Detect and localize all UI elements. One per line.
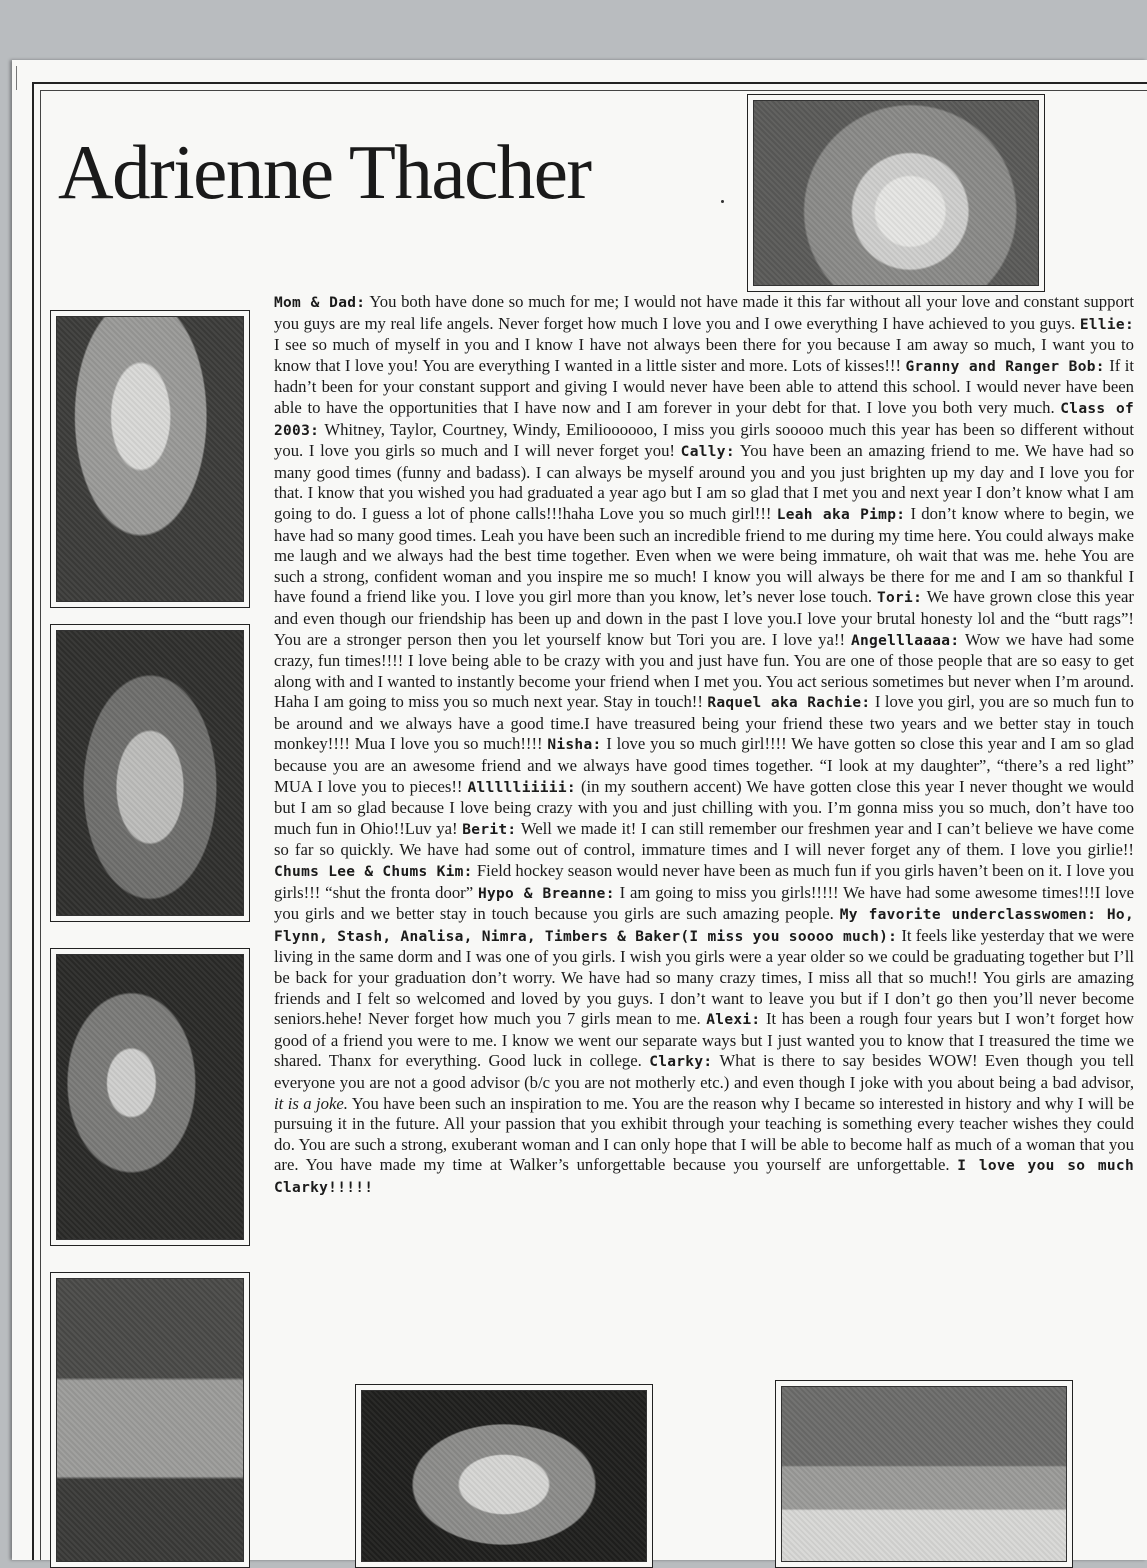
recipient-name: Chums Lee & Chums Kim:	[274, 864, 473, 881]
friends-photo	[355, 1384, 653, 1568]
recipient-name: Leah aka Pimp:	[776, 506, 906, 523]
message-text: I love you girl, you are so much fun to be around and we always have a good time.I have treasured being your friend these two years and we better stay in touch monkey!!!! Mua I love you so much!!!!	[274, 692, 1134, 754]
recipient-name: Berit:	[462, 821, 517, 838]
sisters-photo-image	[56, 954, 244, 1240]
family-photo	[50, 624, 250, 922]
message-text: It feels like yesterday that we were living in the same dorm and I was one of you girls. I wish you girls were a year older so we could be graduating together but I’ll be back for your graduation don’t worry. We have had so many crazy times, I miss all that so much!! You girls are amazing friends and I felt so welcomed and loved by you guys. I don’t want to leave you but if I don’t go then you’ll never become seniors.hehe! Never forget how much you 7 girls mean to me.	[274, 925, 1134, 1029]
message-text: If it hadn’t been for your constant support and giving I would never have been able to attend this school. I would never have been able to have the opportunities that I have now and I am forever in your debt for that. I love you both very much.	[274, 355, 1135, 417]
recipient-name: Clarky:	[649, 1054, 713, 1071]
message-text: You have been such an inspiration to me. You are the reason why I became so interested in history and why I will be pursuing it in the future. All your passion that you exhibit through your teaching is something every teacher wishes they could do. You are such a strong, exuberant woman and I can only hope that I will be able to become half as much of a woman that you are. You have made my time at Walker’s unforgettable because you yourself are unforgettable.	[274, 1093, 1134, 1175]
recipient-name: Mom & Dad:	[274, 295, 366, 311]
message-text: (in my southern accent) We have gotten close this year I never thought we would but I am so glad because I love being crazy with you and just chilling with you. I’m gonna miss you so much, don’t have too much fun in Ohio!!Luv ya!	[274, 776, 1134, 838]
recipient-name: Hypo & Breanne:	[477, 885, 615, 902]
message-text: You have been an amazing friend to me. We have had so many good times (funny and badass). I can always be myself around you and you just brighten up my day and I love you for that. I know that you wished you had graduated a year ago but I am so glad that I met you and next year I don’t know what I am going to do. I guess a lot of phone calls!!!haha Love you so much girl!!!	[274, 441, 1135, 523]
message-text: Wow we have had some crazy, fun times!!!! I love being able to be crazy with you and just have fun. You are one of those people that are so easy to get along with and I wanted to instantly become your friend when I met you. You act serious sometimes but never when I’m around. Haha I am going to miss you so much next year. Stay in touch!!	[274, 629, 1134, 712]
recipient-name: Raquel aka Rachie:	[707, 695, 871, 712]
group-photo-image	[56, 1278, 244, 1562]
message-text: Field hockey season would never have been as much fun if you girls haven’t been on it. I love you girls!!! “shut the fronta door”	[274, 861, 1135, 902]
message-text: I see so much of myself in you and I know I have not always been there for you because I am away so much, I want you to know that I love you! You are everything I wanted in a little sister and more. Lots of kisses!!!	[274, 335, 1134, 375]
top-photo-image	[753, 100, 1039, 286]
page-title: Adrienne Thacher	[58, 129, 591, 215]
message-text: We have grown close this year and even though our friendship has been up and down in the past I love you.I love your brutal honesty lol and the “butt rags”! You are a stronger person then you let yourself know but Tori you are. I love ya!!	[274, 587, 1134, 649]
joke-italic: it is a joke.	[274, 1093, 348, 1113]
child-photo	[50, 310, 250, 608]
speck	[721, 200, 724, 203]
group-photo	[50, 1272, 250, 1568]
message-text: Whitney, Taylor, Courtney, Windy, Emilioooooo, I miss you girls sooooo much this year has been so different without you. I love you girls so much and I will never forget you!	[274, 419, 1134, 461]
child-photo-image	[56, 316, 244, 602]
recipient-name: Ellie:	[1079, 316, 1134, 333]
page-edge-mark	[16, 66, 23, 90]
message-text: I don’t know where to begin, we have had so many good times. Leah you have been such an incredible friend to me during my time here. You could always make me laugh and we always had the best time together. Even when we were being immature, oh wait that was me. hehe You are such a strong, confident woman and you inspire me so much! I know you will always be there for me and I am so thankful I have found a friend like you. I love you girl more than you know, let’s never lose touch.	[274, 503, 1134, 607]
recipient-name: Tori:	[876, 590, 923, 607]
message-text: It has been a rough four years but I won’t forget how good of a friend you were to me. I know we went our separate ways but I just wanted you to know that I treasured the time we shared. Thanx for everything. Good luck in college.	[274, 1009, 1134, 1071]
horse-photo	[775, 1380, 1073, 1568]
senior-message	[274, 292, 1134, 1199]
recipient-name: Angelllaaaa:	[851, 632, 960, 649]
recipient-name: Alexi:	[706, 1012, 761, 1029]
message-text: I love you so much girl!!!! We have gotten so close this year and I am so glad because you are an awesome friend and we always have good times together. “I look at my daughter”, “there’s a red light” MUA I love you to pieces!!	[274, 734, 1135, 796]
recipient-name: Granny and Ranger Bob:	[905, 358, 1105, 375]
message-text: What is there to say besides WOW! Even though you tell everyone you are not a good advisor (b/c you are not motherly etc.) and even though I joke with you about being a bad advisor,	[274, 1051, 1134, 1092]
recipient-name: Allllliiiii:	[467, 779, 576, 796]
message-text: You both have done so much for me; I would not have made it this far without all your love and constant support you guys are my real life angels. Never forget how much I love you and I owe everything I have achieved to you guys.	[274, 292, 1134, 333]
top-photo	[747, 94, 1045, 292]
message-text: Well we made it! I can still remember our freshmen year and I can’t believe we have come so far so quickly. We have had some out of control, immature times and I will never forget any of them. I love you girlie!!	[274, 818, 1134, 860]
sisters-photo	[50, 948, 250, 1246]
closing-line: I love you so much Clarky!!!!!	[274, 1158, 1134, 1196]
recipient-name: Class of 2003:	[274, 400, 1135, 439]
family-photo-image	[56, 630, 244, 916]
message-text: I am going to miss you girls!!!!! We have had some awesome times!!!I love you girls and we better stay in touch because you girls are such amazing people.	[274, 882, 1134, 924]
horse-photo-image	[781, 1386, 1067, 1562]
friends-photo-image	[361, 1390, 647, 1562]
recipient-name: Nisha:	[547, 737, 602, 754]
recipient-name: Cally:	[680, 444, 735, 461]
recipient-name: My favorite underclasswomen: Ho, Flynn, Stash, Analisa, Nimra, Timbers & Baker(I miss you soooo much):	[274, 907, 1134, 945]
